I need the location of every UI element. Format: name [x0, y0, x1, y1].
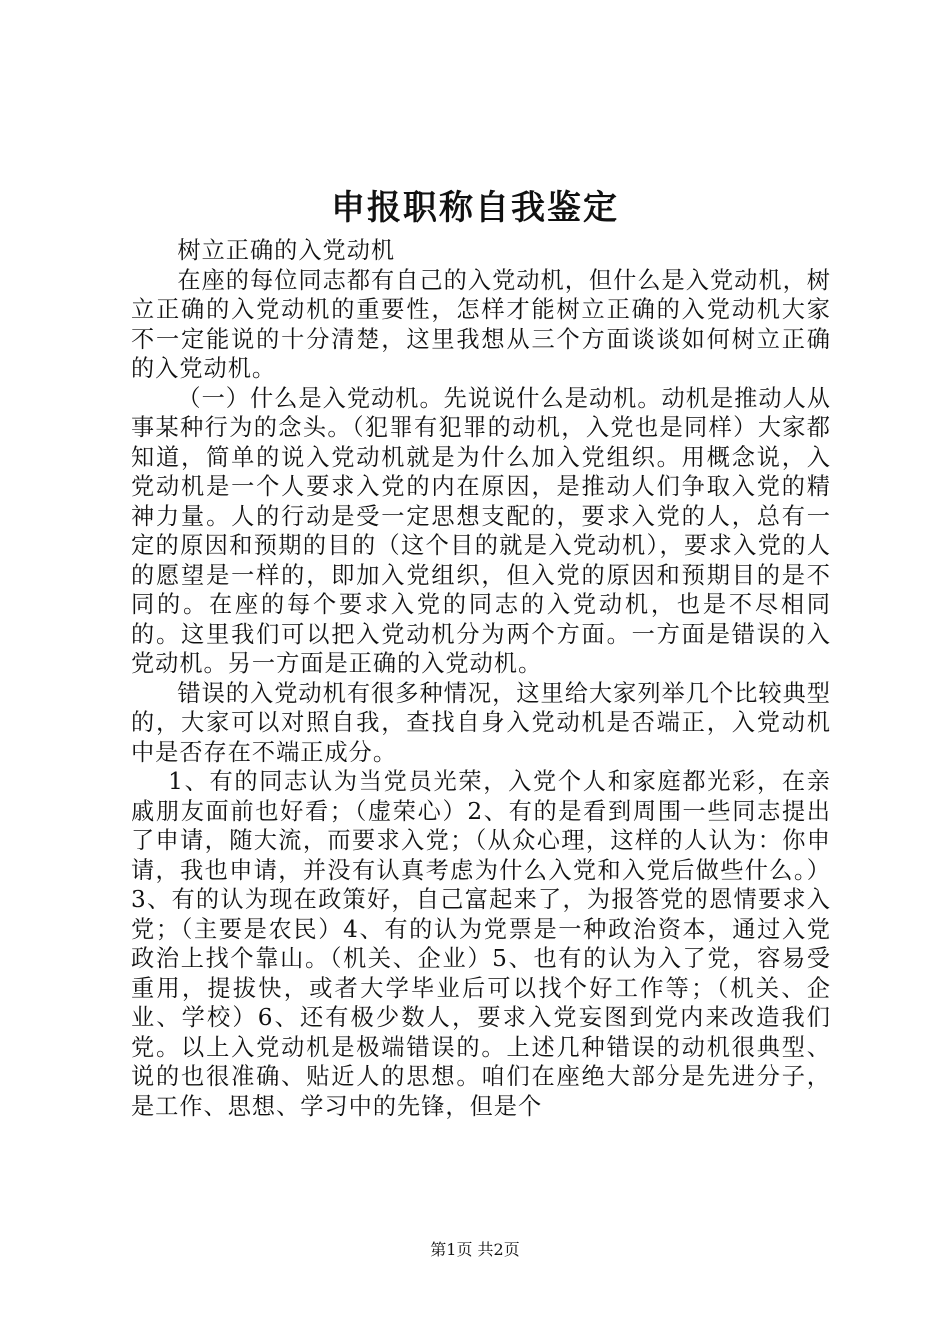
- document-body: [131, 236, 831, 1121]
- paragraph: 在座的每位同志都有自己的入党动机，但什么是入党动机，树立正确的入党动机的重要性，怎样才能树立正确的入党动机大家不一定能说的十分清楚，这里我想从三个方面谈谈如何树立正确的入党动机。: [131, 266, 831, 382]
- page-footer: 第1页 共2页: [430, 1240, 520, 1259]
- paragraph: （一）什么是入党动机。先说说什么是动机。动机是推动人从事某种行为的念头。（犯罪有犯罪的动机，入党也是同样）大家都知道，简单的说入党动机就是为什么加入党组织。用概念说，入党动机是一个人要求入党的内在原因，是推动人们争取入党的精神力量。人的行动是受一定思想支配的，要求入党的人，总有一定的原因和预期的目的（这个目的就是入党动机），要求入党的人的愿望是一样的，即加入党组织，但入党的原因和预期目的是不同的。在座的每个要求入党的同志的入党动机，也是不尽相同的。这里我们可以把入党动机分为两个方面。一方面是错误的入党动机。另一方面是正确的入党动机。: [131, 384, 831, 677]
- paragraph-heading: 树立正确的入党动机: [177, 237, 396, 264]
- document-title: 申报职称自我鉴定: [331, 188, 619, 228]
- paragraph: 1、有的同志认为当党员光荣，入党个人和家庭都光彩，在亲戚朋友面前也好看；（虚荣心）2、有的是看到周围一些同志提出了申请，随大流，而要求入党；（从众心理，这样的人认为：你申请，我也申请，并没有认真考虑为什么入党和入党后做些什么。）3、有的认为现在政策好，自己富起来了，为报答党的恩情要求入党；（主要是农民）4、有的认为党票是一种政治资本，通过入党政治上找个靠山。（机关、企业）5、也有的认为入了党，容易受重用，提拔快，或者大学毕业后可以找个好工作等；（机关、企业、学校）6、还有极少数人，要求入党妄图到党内来改造我们党。以上入党动机是极端错误的。上述几种错误的动机很典型、说的也很准确、贴近人的思想。咱们在座绝大部分是先进分子，是工作、思想、学习中的先锋，但是个: [131, 768, 831, 1120]
- paragraph: 错误的入党动机有很多种情况，这里给大家列举几个比较典型的，大家可以对照自我，查找自身入党动机是否端正，入党动机中是否存在不端正成分。: [131, 679, 831, 766]
